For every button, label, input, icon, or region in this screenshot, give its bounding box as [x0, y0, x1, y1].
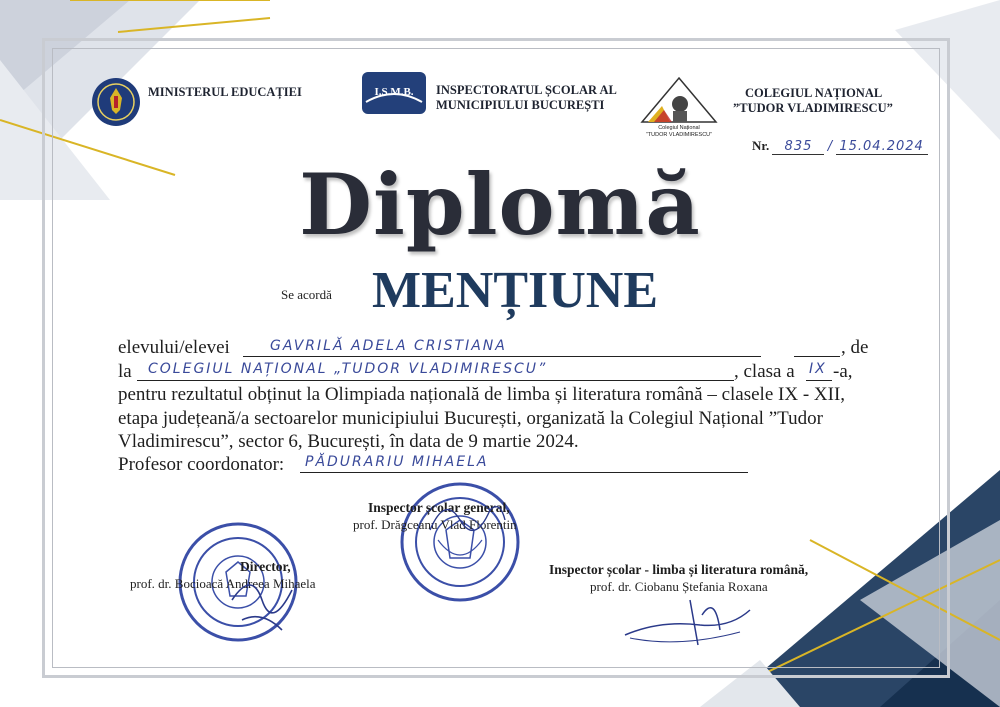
award-intro: Se acordă [281, 287, 332, 302]
general-inspector-signature-icon [420, 490, 510, 550]
clasa-label: , clasa a [734, 361, 795, 382]
registration-prefix: Nr. [752, 138, 770, 153]
coordinator-name: PĂDURARIU MIHAELA [305, 454, 489, 470]
blank-line [794, 356, 840, 357]
director-title: Director, [240, 559, 291, 574]
college-line1: COLEGIUL NAȚIONAL [745, 86, 883, 100]
college-logo-icon [640, 76, 718, 138]
ismb-logo-text: I.S.M.B. [374, 86, 414, 98]
ismb-logo-icon [360, 68, 428, 118]
clasa-value: IX [809, 361, 827, 377]
school-name: COLEGIUL NAȚIONAL „TUDOR VLADIMIRESCU” [148, 361, 548, 377]
clasa-suffix: -a, [833, 361, 853, 382]
la-text: la [118, 361, 132, 382]
registration-no: 835 [772, 139, 824, 155]
body-line-4: etapa județeană/a sectoarelor municipiului București, organizată la Colegiul Național ”Tudor [118, 408, 823, 429]
body-line-5: Vladimirescu”, sector 6, București, în data de 9 martie 2024. [118, 431, 579, 452]
body-line-3: pentru rezultatul obținut la Olimpiada națională de limba și literatura română – clasele IX - XII, [118, 384, 846, 405]
school-line [137, 380, 734, 381]
registration-number [752, 138, 928, 155]
literature-inspector-signature-icon [620, 590, 760, 650]
coordinator-label: Profesor coordonator: [118, 454, 285, 475]
literature-inspector-name: prof. dr. Ciobanu Ștefania Roxana [590, 579, 768, 594]
college-line2: ”TUDOR VLADIMIRESCU” [733, 101, 893, 115]
director-signature-icon [222, 560, 302, 640]
de-text: , de [841, 337, 869, 358]
literature-inspector-title: Inspector școlar - limba și literatura română, [549, 562, 809, 577]
student-label: elevului/elevei [118, 337, 230, 358]
ministry-name: MINISTERUL EDUCAȚIEI [148, 85, 302, 99]
registration-date: 15.04.2024 [836, 139, 928, 155]
director-name: prof. dr. Bocioacă Andreea Mihaela [130, 576, 316, 591]
student-name-line [243, 356, 761, 357]
ministry-emblem-icon [90, 76, 142, 128]
coordinator-line [300, 472, 748, 473]
college-logo-caption2: ”TUDOR VLADIMIRESCU” [645, 132, 713, 138]
general-inspector-name: prof. Drăgceanu Vlad Florentin [353, 517, 517, 532]
general-inspector-title: Inspector școlar general, [368, 500, 510, 515]
inspectorate-line1: INSPECTORATUL ȘCOLAR AL [436, 83, 617, 97]
diploma-title: Diplomă [299, 155, 701, 254]
inspectorate-line2: MUNICIPIULUI BUCUREȘTI [436, 98, 605, 112]
college-logo-caption1: Colegiul Național [658, 125, 700, 131]
award-title: MENȚIUNE [372, 262, 659, 319]
clasa-line [806, 380, 832, 381]
registration-separator: / [827, 139, 834, 154]
student-name: GAVRILĂ ADELA CRISTIANA [270, 338, 507, 354]
